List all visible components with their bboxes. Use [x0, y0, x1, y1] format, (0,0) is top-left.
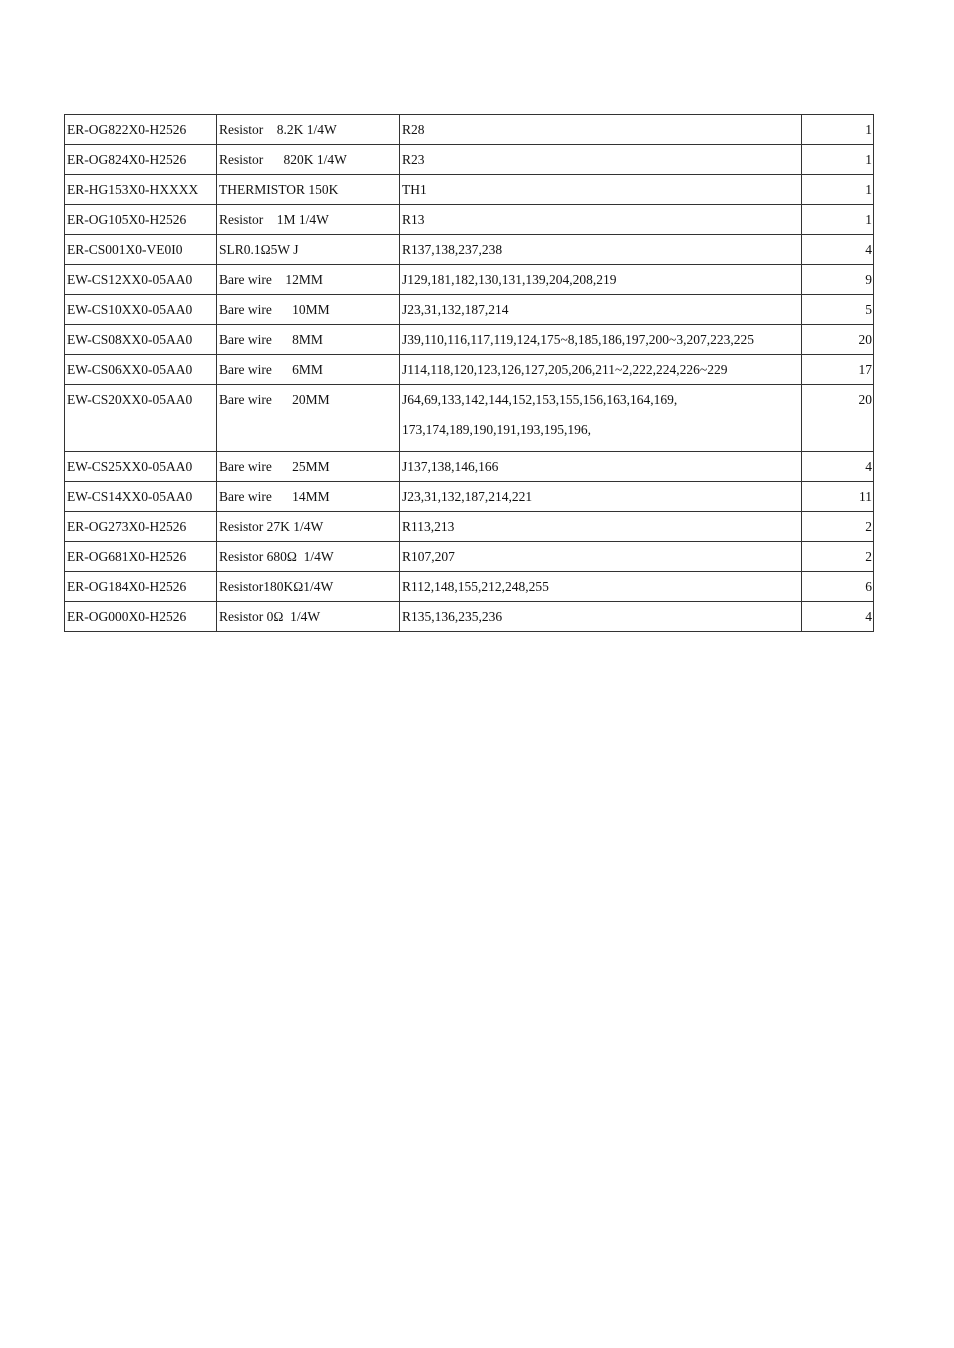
reference-line: R135,136,235,236: [402, 609, 503, 624]
reference-designators-cell: [400, 355, 802, 385]
quantity-cell: 4: [802, 452, 874, 482]
table-row: [65, 325, 874, 355]
quantity-cell: 20: [802, 385, 874, 452]
reference-designators-cell: [400, 265, 802, 295]
part-code-cell: ER-OG822X0-H2526: [65, 115, 217, 145]
part-description-cell: Resistor 680Ω 1/4W: [217, 542, 400, 572]
reference-line: R137,138,237,238: [402, 242, 503, 257]
part-description-cell: Resistor 820K 1/4W: [217, 145, 400, 175]
part-description-cell: Resistor180KΩ1/4W: [217, 572, 400, 602]
part-code-cell: EW-CS10XX0-05AA0: [65, 295, 217, 325]
part-code-cell: ER-OG681X0-H2526: [65, 542, 217, 572]
table-row: [65, 265, 874, 295]
quantity-cell: 1: [802, 145, 874, 175]
reference-designators-cell: [400, 482, 802, 512]
reference-designators-cell: [400, 572, 802, 602]
quantity-cell: 4: [802, 602, 874, 632]
part-description-cell: Bare wire 25MM: [217, 452, 400, 482]
table-row: [65, 572, 874, 602]
part-description-cell: Bare wire 6MM: [217, 355, 400, 385]
part-description-cell: Resistor 1M 1/4W: [217, 205, 400, 235]
part-code-cell: EW-CS14XX0-05AA0: [65, 482, 217, 512]
reference-line: 173,174,189,190,191,193,195,196,: [402, 422, 591, 437]
quantity-cell: 5: [802, 295, 874, 325]
quantity-cell: 1: [802, 205, 874, 235]
reference-designators-cell: [400, 602, 802, 632]
part-code-cell: ER-OG184X0-H2526: [65, 572, 217, 602]
reference-designators-cell: [400, 512, 802, 542]
part-code-cell: EW-CS25XX0-05AA0: [65, 452, 217, 482]
table-row: [65, 512, 874, 542]
table-row: [65, 452, 874, 482]
table-row: [65, 542, 874, 572]
reference-designators-cell: [400, 115, 802, 145]
reference-line: J114,118,120,123,126,127,205,206,211~2,222,224,226~229: [402, 362, 728, 377]
reference-line: R107,207: [402, 549, 455, 564]
reference-line: R28: [402, 122, 425, 137]
table-row: [65, 602, 874, 632]
reference-line: TH1: [402, 182, 427, 197]
part-description-cell: Bare wire 8MM: [217, 325, 400, 355]
parts-list-body: [65, 115, 874, 632]
part-code-cell: EW-CS12XX0-05AA0: [65, 265, 217, 295]
part-code-cell: ER-OG824X0-H2526: [65, 145, 217, 175]
quantity-cell: 2: [802, 512, 874, 542]
reference-line: R112,148,155,212,248,255: [402, 579, 549, 594]
reference-line: R23: [402, 152, 425, 167]
quantity-cell: 4: [802, 235, 874, 265]
part-code-cell: EW-CS06XX0-05AA0: [65, 355, 217, 385]
table-row: [65, 145, 874, 175]
part-code-cell: ER-CS001X0-VE0I0: [65, 235, 217, 265]
reference-designators-cell: [400, 235, 802, 265]
table-row: [65, 355, 874, 385]
part-description-cell: THERMISTOR 150K: [217, 175, 400, 205]
parts-list-table: [64, 114, 874, 632]
reference-designators-cell: [400, 452, 802, 482]
part-code-cell: ER-OG105X0-H2526: [65, 205, 217, 235]
quantity-cell: 1: [802, 115, 874, 145]
table-row: [65, 482, 874, 512]
part-code-cell: EW-CS20XX0-05AA0: [65, 385, 217, 452]
reference-line: J64,69,133,142,144,152,153,155,156,163,164,169,: [402, 392, 678, 407]
part-description-cell: Resistor 27K 1/4W: [217, 512, 400, 542]
table-row: [65, 235, 874, 265]
quantity-cell: 2: [802, 542, 874, 572]
quantity-cell: 11: [802, 482, 874, 512]
reference-line: J23,31,132,187,214,221: [402, 489, 533, 504]
part-description-cell: SLR0.1Ω5W J: [217, 235, 400, 265]
part-description-cell: Bare wire 10MM: [217, 295, 400, 325]
reference-line: J39,110,116,117,119,124,175~8,185,186,197,200~3,207,223,225: [402, 332, 754, 347]
table-row: [65, 115, 874, 145]
reference-line: J129,181,182,130,131,139,204,208,219: [402, 272, 617, 287]
reference-line: J137,138,146,166: [402, 459, 499, 474]
reference-designators-cell: [400, 325, 802, 355]
reference-designators-cell: [400, 385, 802, 452]
reference-designators-cell: [400, 145, 802, 175]
reference-designators-cell: [400, 205, 802, 235]
reference-line: J23,31,132,187,214: [402, 302, 509, 317]
quantity-cell: 1: [802, 175, 874, 205]
part-code-cell: ER-OG000X0-H2526: [65, 602, 217, 632]
part-code-cell: EW-CS08XX0-05AA0: [65, 325, 217, 355]
table-row: [65, 295, 874, 325]
part-description-cell: Bare wire 20MM: [217, 385, 400, 452]
quantity-cell: 17: [802, 355, 874, 385]
part-description-cell: Bare wire 14MM: [217, 482, 400, 512]
part-description-cell: Bare wire 12MM: [217, 265, 400, 295]
table-row: [65, 205, 874, 235]
quantity-cell: 9: [802, 265, 874, 295]
reference-designators-cell: [400, 542, 802, 572]
table-row: [65, 385, 874, 452]
reference-designators-cell: [400, 295, 802, 325]
table-row: [65, 175, 874, 205]
part-description-cell: Resistor 0Ω 1/4W: [217, 602, 400, 632]
reference-line: R13: [402, 212, 425, 227]
quantity-cell: 6: [802, 572, 874, 602]
part-description-cell: Resistor 8.2K 1/4W: [217, 115, 400, 145]
reference-designators-cell: [400, 175, 802, 205]
quantity-cell: 20: [802, 325, 874, 355]
reference-line: R113,213: [402, 519, 455, 534]
part-code-cell: ER-HG153X0-HXXXX: [65, 175, 217, 205]
part-code-cell: ER-OG273X0-H2526: [65, 512, 217, 542]
